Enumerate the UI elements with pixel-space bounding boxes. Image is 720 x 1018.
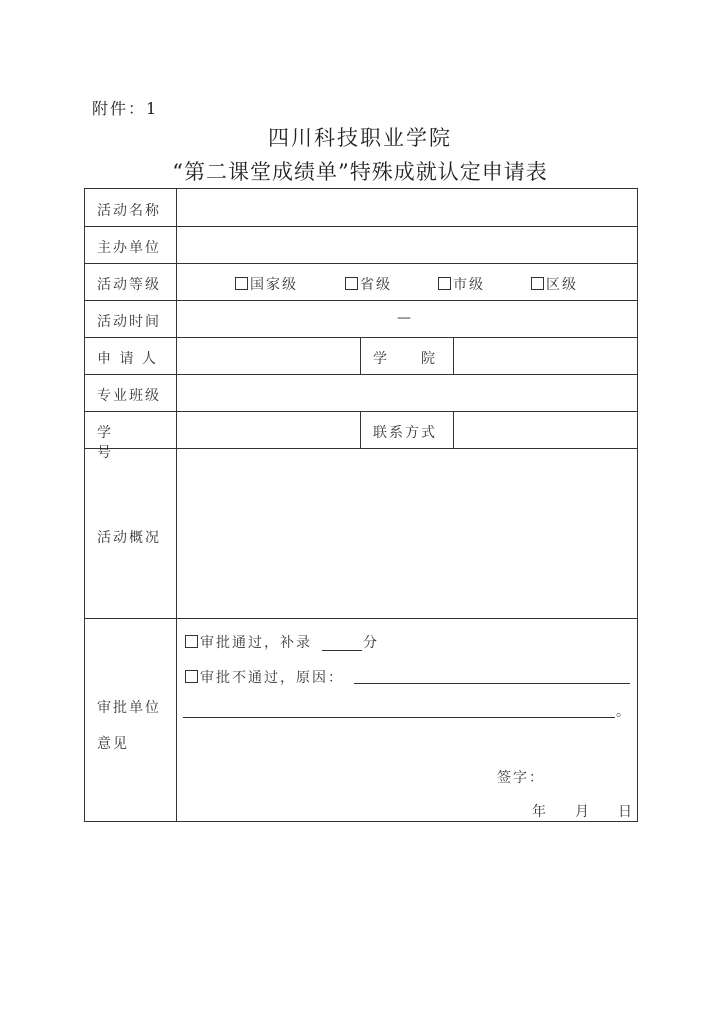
major-class-label: 专业班级 xyxy=(97,388,161,404)
school-title: 四川科技职业学院 xyxy=(268,126,452,150)
activity-time-label: 活动时间 xyxy=(97,314,161,330)
date-day-label: 日 xyxy=(618,804,634,820)
level-option-national[interactable]: 国家级 xyxy=(235,274,298,294)
checkbox-icon[interactable] xyxy=(438,277,451,290)
contact-label: 联系方式 xyxy=(373,425,437,441)
activity-time-field[interactable] xyxy=(177,301,637,336)
checkbox-icon[interactable] xyxy=(345,277,358,290)
activity-name-label: 活动名称 xyxy=(97,203,161,219)
checkbox-icon[interactable] xyxy=(185,670,198,683)
contact-field[interactable] xyxy=(454,412,637,447)
activity-summary-label: 活动概况 xyxy=(97,530,161,546)
end-mark: 。 xyxy=(616,704,632,720)
approval-label-line1: 审批单位 xyxy=(97,700,161,716)
date-year-label: 年 xyxy=(532,804,548,820)
time-separator: — xyxy=(397,310,413,326)
checkbox-icon[interactable] xyxy=(185,635,198,648)
attachment-label: 附件：1 xyxy=(92,99,159,118)
reject-reason-line-2[interactable] xyxy=(183,717,615,718)
reject-option[interactable]: 审批不通过，原因： xyxy=(185,667,344,687)
college-field[interactable] xyxy=(454,338,637,373)
student-id-field[interactable] xyxy=(177,412,359,447)
row-divider xyxy=(85,618,637,619)
checkbox-icon[interactable] xyxy=(235,277,248,290)
approve-option[interactable]: 审批通过，补录 xyxy=(185,632,312,652)
score-unit: 分 xyxy=(363,635,379,651)
organizer-label: 主办单位 xyxy=(97,240,161,256)
level-option-provincial[interactable]: 省级 xyxy=(345,274,392,294)
signature-label: 签字： xyxy=(497,770,545,786)
row-divider xyxy=(85,263,637,264)
activity-name-field[interactable] xyxy=(177,190,637,225)
application-form-table xyxy=(84,188,638,822)
reject-reason-line[interactable] xyxy=(354,683,630,684)
applicant-label: 申 请 人 xyxy=(97,351,158,367)
level-option-district[interactable]: 区级 xyxy=(531,274,578,294)
form-title: “第二课堂成绩单”特殊成就认定申请表 xyxy=(172,160,548,184)
activity-level-label: 活动等级 xyxy=(97,277,161,293)
applicant-field[interactable] xyxy=(177,338,359,373)
approval-label-line2: 意见 xyxy=(97,736,129,752)
major-class-field[interactable] xyxy=(177,375,637,410)
student-id-label: 学 号 xyxy=(97,425,161,461)
column-divider xyxy=(360,337,361,374)
checkbox-icon[interactable] xyxy=(531,277,544,290)
date-month-label: 月 xyxy=(575,804,591,820)
college-label: 学 院 xyxy=(373,351,437,367)
column-divider xyxy=(360,411,361,448)
score-blank[interactable] xyxy=(322,650,362,651)
organizer-field[interactable] xyxy=(177,227,637,262)
activity-summary-field[interactable] xyxy=(177,449,637,617)
level-option-city[interactable]: 市级 xyxy=(438,274,485,294)
